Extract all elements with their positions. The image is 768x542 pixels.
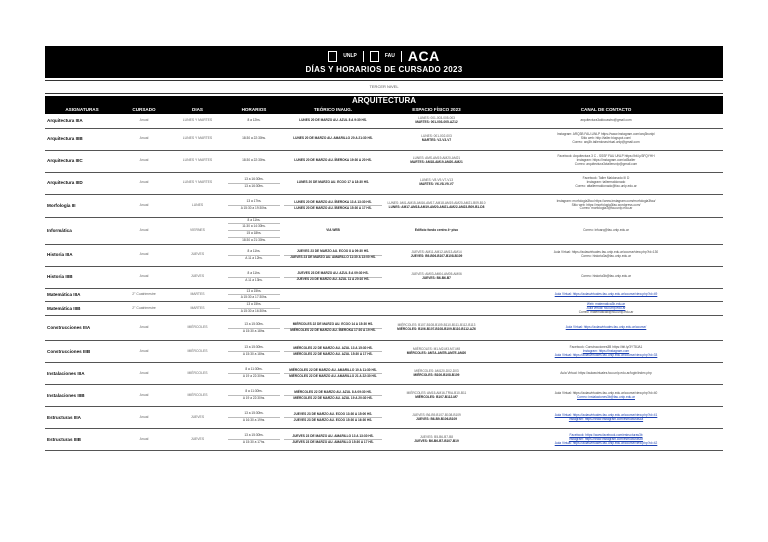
schedule-hours: 18:30 a 22:30hs. [242, 158, 266, 163]
theory-opening-cell [282, 172, 384, 194]
schedule-hours: 8 a 11:30hs. [245, 367, 263, 372]
subject-name: Estructuras IIIB [45, 429, 119, 451]
table-row [45, 302, 723, 316]
physical-space-cell [384, 217, 489, 244]
course-days: JUEVES [169, 244, 226, 266]
theory-opening: MIÉRCOLES 22 DE MARZO AU. AMARILLO 10 A 11:30 HS. [289, 367, 377, 372]
contact-link[interactable]: Instagram: https://www.instagram.com/estructuras3b [568, 436, 644, 441]
contact-text: Aula Virtual: https://aulasvirtuales.fau.unlp.edu.ar/course/view.php?id=130 [553, 250, 659, 255]
physical-space-main: JUEVES: B6-B9-B106-B109 [415, 416, 458, 421]
contact-text: arquitectura3aldocastro@gmail.com [580, 117, 632, 122]
physical-space: MIÉRCOLES: AM15-AM16-TRIA-B10-B11 [406, 390, 467, 395]
schedule-hours: 13 a 15:30hs. [244, 411, 264, 416]
contact-channel-cell [489, 128, 723, 150]
schedule-hours: A 19 a 22:30hs. [228, 373, 280, 380]
course-days: LUNES [169, 194, 226, 217]
contact-channel-cell [489, 194, 723, 217]
table-row [45, 194, 723, 217]
physical-space-cell [384, 114, 489, 128]
physical-space-cell [384, 407, 489, 429]
course-days: JUEVES [169, 407, 226, 429]
course-period: Anual [119, 407, 169, 429]
physical-space-cell [384, 172, 489, 194]
course-period: Anual [119, 429, 169, 451]
schedule-hours-cell [226, 194, 282, 217]
contact-link[interactable]: Instagram: https://www.instagram.com/estructuras3a [568, 416, 644, 421]
physical-space-main: MARTES: V6-V8-V9-V7 [419, 182, 454, 186]
subject-name: Informática [45, 217, 119, 244]
table-header-row [45, 106, 723, 114]
physical-space-cell [384, 363, 489, 385]
physical-space: LUNES: AM1-AM15-AM16-AM17-AM18-AM19-AM20-AM21-B09-B10 [387, 200, 486, 205]
physical-space-main: LUNES: AM17-AM18-AM19-AM20-AM21-AM22-AM23-B09-B1-D8 [388, 204, 485, 209]
course-period: Anual [119, 150, 169, 172]
course-days: LUNES Y MARTES [169, 150, 226, 172]
theory-opening: MIÉRCOLES 22 DE MARZO AU. ECOO 14 A 15:30 HS. [292, 322, 374, 327]
theory-opening: JUEVES 23 DE MARZO AU. ECOO 13:30 A 15:00 HS. [293, 411, 373, 416]
course-days: VIERNES [169, 217, 226, 244]
course-period: Anual [119, 128, 169, 150]
contact-channel-cell [489, 217, 723, 244]
contact-channel-cell [489, 341, 723, 363]
physical-space: JUEVES: B6-B9-B107-B108-B109 [412, 412, 461, 417]
theory-opening: JUEVES 23 DE MARZO AU. AMARILLO 15:30 A 17 HS. [284, 439, 382, 445]
theory-opening: LUNES 20 DE MARZO AU. ÍBEROKA 15:30 A 17 HS. [284, 205, 382, 211]
contact-link[interactable]: Aula Virtual: https://aulasvirtuales.fau.unlp.edu.ar/course/view.php?id=33 [554, 352, 658, 357]
contact-text: Instagram: ARQ3B FAU-UNLP https://www.instagram.com/arq3bunlp/ [556, 132, 656, 137]
contact-link[interactable]: Facebook: https://www.facebook.com/estructuras3b [569, 433, 643, 438]
course-period: Anual [119, 316, 169, 341]
course-days: MIÉRCOLES [169, 316, 226, 341]
physical-space: MIÉRCOLES: B107-B108-B109-B110-B111-B112-B113 [397, 323, 476, 328]
table-row [45, 407, 723, 429]
schedule-hours: 8 a 11:30hs. [245, 389, 263, 394]
schedule-hours: A 11 a 13hs. [228, 277, 280, 284]
schedule-table [45, 106, 723, 451]
subject-name: Morfología III [45, 194, 119, 217]
course-days: MIÉRCOLES [169, 385, 226, 407]
schedule-hours: 13 a 16:30hs. [228, 183, 280, 190]
logo-strip [45, 49, 723, 63]
theory-opening-cell [282, 114, 384, 128]
contact-text: Facebook: Taller Maldonado III D [582, 176, 630, 181]
schedule-hours-cell [226, 363, 282, 385]
contact-text: Correo: historia3a@fau.unlp.edu.ar [581, 254, 631, 259]
course-period: Anual [119, 194, 169, 217]
physical-space: LUNES: 001-002-003 [421, 134, 452, 139]
subject-name: Matemática IIIA [45, 288, 119, 302]
theory-opening: JUEVES 23 DE MARZO AU. ECOO 15:30 A 16:30 HS. [284, 417, 382, 423]
theory-opening: MIÉRCOLES 22 DE MARZO AU. AZUL 15:30 A 17 HS. [284, 351, 382, 357]
physical-space-main: Edificio fondo centro 4º piso [414, 227, 459, 232]
contact-text: Sitio web: http://taller.blogspot.com/ [580, 136, 632, 141]
physical-space-main: MIÉRCOLES: B106-B108-B109 [413, 372, 460, 377]
page-header [45, 46, 723, 78]
subject-name: Construcciones IIIA [45, 316, 119, 341]
physical-space-main: MARTES: AM18-AM19-AM20-AM21 [410, 160, 463, 164]
contact-channel-cell [489, 150, 723, 172]
theory-opening-cell [282, 217, 384, 244]
course-period: Anual [119, 172, 169, 194]
physical-space-main: JUEVES: B9-B06-B107-B108-B109 [410, 254, 463, 259]
schedule-hours: 8 a 11hs. [247, 217, 261, 222]
table-row [45, 288, 723, 302]
table-row [45, 244, 723, 266]
logo-divider [363, 51, 364, 62]
contact-channel-cell [489, 385, 723, 407]
physical-space: LUNES: 001-003-005-003 [418, 115, 455, 120]
contact-channel-cell [489, 302, 723, 316]
schedule-hours: 13 a 16:30hs. [244, 176, 264, 181]
course-days: MIÉRCOLES [169, 363, 226, 385]
course-days: JUEVES [169, 266, 226, 288]
contact-link[interactable]: Web: matematica3b.edu.ar [586, 302, 626, 307]
logo-divider [401, 51, 402, 62]
course-days: MARTES [169, 288, 226, 302]
theory-opening: JUEVES 23 DE MARZO AU. AZUL 8 A 09:30 HS. [297, 271, 369, 276]
theory-opening: JUEVES 23 DE MARZO AU. AZUL 11 A 20:10 HS. [284, 277, 382, 283]
table-row [45, 266, 723, 288]
contact-channel-cell [489, 114, 723, 128]
theory-opening-cell [282, 288, 384, 302]
subject-name: Instalaciones IIIA [45, 363, 119, 385]
subject-name: Matemática IIIB [45, 302, 119, 316]
schedule-hours: 18:30 a 21:30hs. [228, 237, 280, 244]
schedule-hours-cell [226, 385, 282, 407]
subject-name: Historia IIIA [45, 244, 119, 266]
theory-opening: LUNES 20 DE MARZO AU. ECOO 17 A 18:30 HS. [296, 180, 370, 185]
physical-space-main: JUEVES: B6-B6-B7 [422, 276, 451, 281]
course-days: JUEVES [169, 429, 226, 451]
unlp-logo-icon [328, 51, 337, 62]
schedule-hours: 8 a 11hs. [247, 248, 261, 253]
contact-text: Correo: historia3b@fau.unlp.edu.ar [581, 274, 631, 279]
physical-space-cell [384, 316, 489, 341]
physical-space-cell [384, 341, 489, 363]
contact-link[interactable]: Aula virtual: fau.unlp.edu.ar [586, 305, 626, 310]
subject-name: Instalaciones IIIB [45, 385, 119, 407]
contact-link[interactable]: Correo: instalaciones3b@fau.unlp.edu.ar [577, 394, 635, 399]
schedule-hours: A 11 a 12hs. [228, 255, 280, 262]
contact-channel-cell [489, 172, 723, 194]
schedule-hours: 11:30 a 14:30hs. [228, 223, 280, 230]
contact-link[interactable]: Aula Virtual: https://aulasvirtuales.fau.unlp.edu.ar/course/view.php?id=41 [554, 412, 658, 417]
course-period: Anual [119, 363, 169, 385]
theory-opening-cell [282, 244, 384, 266]
course-days: LUNES Y MARTES [169, 114, 226, 128]
table-row [45, 429, 723, 451]
table-row [45, 363, 723, 385]
physical-space: MIÉRCOLES: M1-M2-M3-M7-M8 [413, 346, 460, 351]
schedule-hours: 8 a 12hs. [247, 117, 261, 122]
course-days: MARTES [169, 302, 226, 316]
theory-opening: JUEVES 23 DE MARZO AU. AMARILLO 11:30 A 13:00 HS. [284, 255, 382, 261]
schedule-hours-cell [226, 244, 282, 266]
contact-text: Instagram: morfologia3fau https://www.instagram.com/morfologia3fau/ [556, 198, 656, 203]
schedule-hours-cell [226, 172, 282, 194]
schedule-hours-cell [226, 128, 282, 150]
physical-space-cell [384, 194, 489, 217]
physical-space: JUEVES: AM03-AM04-AM05-AM06 [411, 272, 462, 277]
physical-space-main: MARTES: V2-V3-V7 [421, 138, 452, 142]
physical-space: MIÉRCOLES: AM120-D02-D03 [414, 368, 459, 373]
course-period: Anual [119, 385, 169, 407]
physical-space-main: JUEVES: B6-B6-B7-B107-B19 [414, 438, 459, 443]
theory-opening-cell [282, 429, 384, 451]
theory-opening-cell [282, 407, 384, 429]
physical-space-cell [384, 266, 489, 288]
subject-name: Estructuras IIIA [45, 407, 119, 429]
contact-text: Correo: morfologia3@fau.unlp.edu.ar [579, 206, 633, 211]
theory-opening: VIA WEB [326, 227, 340, 232]
contact-text: Correo: attallermaldonado@fau.unlp.edu.ar [575, 183, 637, 188]
schedule-hours-cell [226, 429, 282, 451]
contact-text: Facebook: Arquitectura 3 C - SSSF FAU UNLP https://bit.ly/3FQYHH [557, 154, 655, 159]
contact-text: Correo: matematicaiii@fau.unlp.edu.ar [578, 309, 634, 314]
subject-name: Arquitectura IIID [45, 172, 119, 194]
schedule-hours-cell [226, 150, 282, 172]
logo-aca-text: ACA [407, 48, 440, 64]
theory-opening: MIÉRCOLES 22 DE MARZO AU. AMARILLO 21 A 22:30 HS. [284, 373, 382, 379]
schedule-hours: A 15:30 a 18hs. [228, 328, 280, 335]
physical-space-main: MIÉRCOLES: B106-B107-B108-B109-B110-B112-AZ6 [397, 327, 476, 332]
physical-space: LUNES: V8-V9-V7-V13 [420, 178, 453, 183]
table-row [45, 316, 723, 341]
physical-space-main: MIÉRCOLES: AM7A-AM7B-AM7E-AM20 [406, 350, 467, 355]
theory-opening: LUNES 20 DE MARZO AU. ÍBEROKA 13 A 13:30 HS. [294, 199, 372, 204]
contact-text: Facebook: Construcciones3B https://bit.ly/3YT8JA1 [569, 345, 643, 350]
schedule-hours: A 15:30 a 16:30hs. [228, 308, 280, 315]
table-row [45, 150, 723, 172]
physical-space-cell [384, 150, 489, 172]
column-header-teorico: TEÓRICO INAUG. [282, 106, 384, 114]
subject-name: Arquitectura IIIA [45, 114, 119, 128]
course-days: LUNES Y MARTES [169, 128, 226, 150]
table-row [45, 172, 723, 194]
physical-space-main: MIÉRCOLES: B107-B112-M7 [415, 394, 458, 399]
schedule-hours: 13 a 17hs. [246, 199, 262, 204]
contact-text: Correo: arquitectura3ctallerunlp@gmail.com [574, 161, 638, 166]
theory-opening-cell [282, 316, 384, 341]
contact-channel-cell [489, 429, 723, 451]
schedule-hours: 15 a 18hs. [228, 230, 280, 237]
column-header-espacio: ESPACIO FÍSICO 2023 [384, 106, 489, 114]
fau-logo-icon [370, 51, 379, 62]
contact-channel-cell [489, 266, 723, 288]
table-row [45, 341, 723, 363]
schedule-hours-cell [226, 316, 282, 341]
theory-opening-cell [282, 194, 384, 217]
theory-opening: MIÉRCOLES 22 DE MARZO AU. ÍBEROKA 17:30 A 19 HS. [284, 328, 382, 334]
contact-text: Instagram: https://instagram.com/at3taller [576, 158, 636, 163]
theory-opening-cell [282, 150, 384, 172]
schedule-hours: 13 a 15hs. [246, 288, 262, 293]
schedule-hours: 13 a 15hs. [246, 302, 262, 307]
physical-space-main: MARTES: 001-003-005-AZ12 [415, 119, 458, 124]
theory-opening-cell [282, 128, 384, 150]
physical-space-cell [384, 288, 489, 302]
physical-space-cell [384, 244, 489, 266]
theory-opening-cell [282, 302, 384, 316]
contact-channel-cell [489, 288, 723, 302]
theory-opening: JUEVES 23 DE MARZO AU. AMARILLO 13 A 13:30 HS. [292, 433, 374, 438]
theory-opening: JUEVES 23 DE MARZO AU. ECOO 8 A 09:30 HS. [296, 249, 370, 254]
schedule-hours: A 16:30 a 19hs. [228, 417, 280, 424]
physical-space: JUEVES: B5-B6-B7-B8 [420, 434, 453, 439]
contact-channel-cell [489, 363, 723, 385]
schedule-hours-cell [226, 288, 282, 302]
subject-name: Arquitectura IIIC [45, 150, 119, 172]
schedule-hours: 18:30 a 22:30hs. [242, 136, 266, 141]
course-period: 2° Cuatrimestre [119, 302, 169, 316]
contact-link[interactable]: Aula Virtual: https://aulasvirtuales.fau.unlp.edu.ar/course/view.php?id=42 [554, 440, 658, 445]
course-days: MIÉRCOLES [169, 341, 226, 363]
contact-text: Correo: arq3b.tallerdossvirtual.unlp@gmail.com [572, 139, 640, 144]
column-header-cursado: CURSADO [119, 106, 169, 114]
contact-text: Instagram: tallermaldonado [586, 180, 626, 185]
column-header-dias: DIAS [169, 106, 226, 114]
subject-name: Arquitectura IIIB [45, 128, 119, 150]
contact-text: Correo: infoarq@fau.unlp.edu.ar [583, 227, 629, 232]
course-period: Anual [119, 114, 169, 128]
theory-opening: MIÉRCOLES 22 DE MARZO AU. AZUL 13 A 15:30 HS. [293, 345, 373, 350]
course-period: 2° Cuatrimestre [119, 288, 169, 302]
schedule-hours: 13 a 15:30hs. [244, 345, 264, 350]
schedule-hours: A 19 a 22:30hs. [228, 395, 280, 402]
theory-opening: MIÉRCOLES 22 DE MARZO AU. AZUL 19 A 20:30 HS. [284, 395, 382, 401]
schedule-hours-cell [226, 341, 282, 363]
contact-link[interactable]: Instagram: https://instagram.com [582, 348, 630, 353]
table-row [45, 128, 723, 150]
contact-link[interactable]: Aula Virtual: https://aulasvirtuales.fau.unlp.edu.ar/course/ [565, 325, 647, 330]
contact-channel-cell [489, 316, 723, 341]
course-period: Anual [119, 341, 169, 363]
section-title: ARQUITECTURA [45, 96, 723, 106]
schedule-hours: 13 a 15:30hs. [244, 321, 264, 326]
level-label: TERCER NIVEL [45, 80, 723, 94]
schedule-hours-cell [226, 114, 282, 128]
column-header-asignaturas: ASIGNATURAS [45, 106, 119, 114]
subject-name: Historia IIIB [45, 266, 119, 288]
schedule-hours-cell [226, 217, 282, 244]
subject-name: Construcciones IIIB [45, 341, 119, 363]
physical-space-cell [384, 385, 489, 407]
physical-space-cell [384, 429, 489, 451]
schedule-hours-cell [226, 302, 282, 316]
physical-space-cell [384, 128, 489, 150]
schedule-hours: A 15:30 a 17:30hs. [228, 294, 280, 301]
table-row [45, 217, 723, 244]
theory-opening-cell [282, 363, 384, 385]
course-days: LUNES Y MARTES [169, 172, 226, 194]
theory-opening: LUNES 20 DE MARZO AU. AMARILLO 20 A 21:30 HS. [293, 136, 373, 141]
column-header-horarios: HORARIOS [226, 106, 282, 114]
course-period: Anual [119, 217, 169, 244]
theory-opening: LUNES 20 DE MARZO AU. ÍBEROKA 19:30 A 20 HS. [294, 158, 372, 163]
contact-text: Aula Virtual: https://aulasvirtuales.fau.unlp.edu.ar/login/index.php [560, 370, 652, 375]
schedule-hours: A 15:30 a 17hs. [228, 439, 280, 446]
contact-link[interactable]: Aula Virtual: https://aulasvirtuales.fau.unlp.edu.ar/course/view.php?id=49 [554, 292, 658, 297]
schedule-hours: A 15:30 a 19:30hs. [228, 205, 280, 212]
column-header-canal: CANAL DE CONTACTO [489, 106, 723, 114]
logo-fau-text: FAU [384, 52, 395, 59]
theory-opening-cell [282, 341, 384, 363]
contact-text: Aula Virtual: https://aulasvirtuales.fau.unlp.edu.ar/course/view.php?id=40 [554, 390, 658, 395]
table-row [45, 114, 723, 128]
schedule-hours-cell [226, 266, 282, 288]
schedule-hours: 13 a 15:30hs. [244, 433, 264, 438]
schedule-hours-cell [226, 407, 282, 429]
schedule-hours: A 15:30 a 18hs. [228, 351, 280, 358]
physical-space: JUEVES: AM11-AM12-AM13-AM14 [411, 250, 462, 255]
course-period: Anual [119, 266, 169, 288]
theory-opening-cell [282, 385, 384, 407]
course-period: Anual [119, 244, 169, 266]
physical-space-cell [384, 302, 489, 316]
contact-channel-cell [489, 407, 723, 429]
table-row [45, 385, 723, 407]
logo-unlp-text: UNLP [343, 52, 357, 59]
schedule-hours: 8 a 11hs. [247, 270, 261, 275]
page-title: DÍAS Y HORARIOS DE CURSADO 2023 [305, 65, 463, 74]
theory-opening: MIÉRCOLES 22 DE MARZO AU. AZUL 8 A 09:30 HS. [294, 389, 372, 394]
contact-channel-cell [489, 244, 723, 266]
theory-opening-cell [282, 266, 384, 288]
theory-opening: LUNES 20 DE MARZO AU. AZUL 8 A 9:30 HS. [299, 117, 367, 122]
contact-text: Sitio web: https://morfologia3fau.wordpress.com/ [571, 202, 641, 207]
physical-space: LUNES: AMS-AM19-AM20-AM21 [412, 156, 461, 161]
